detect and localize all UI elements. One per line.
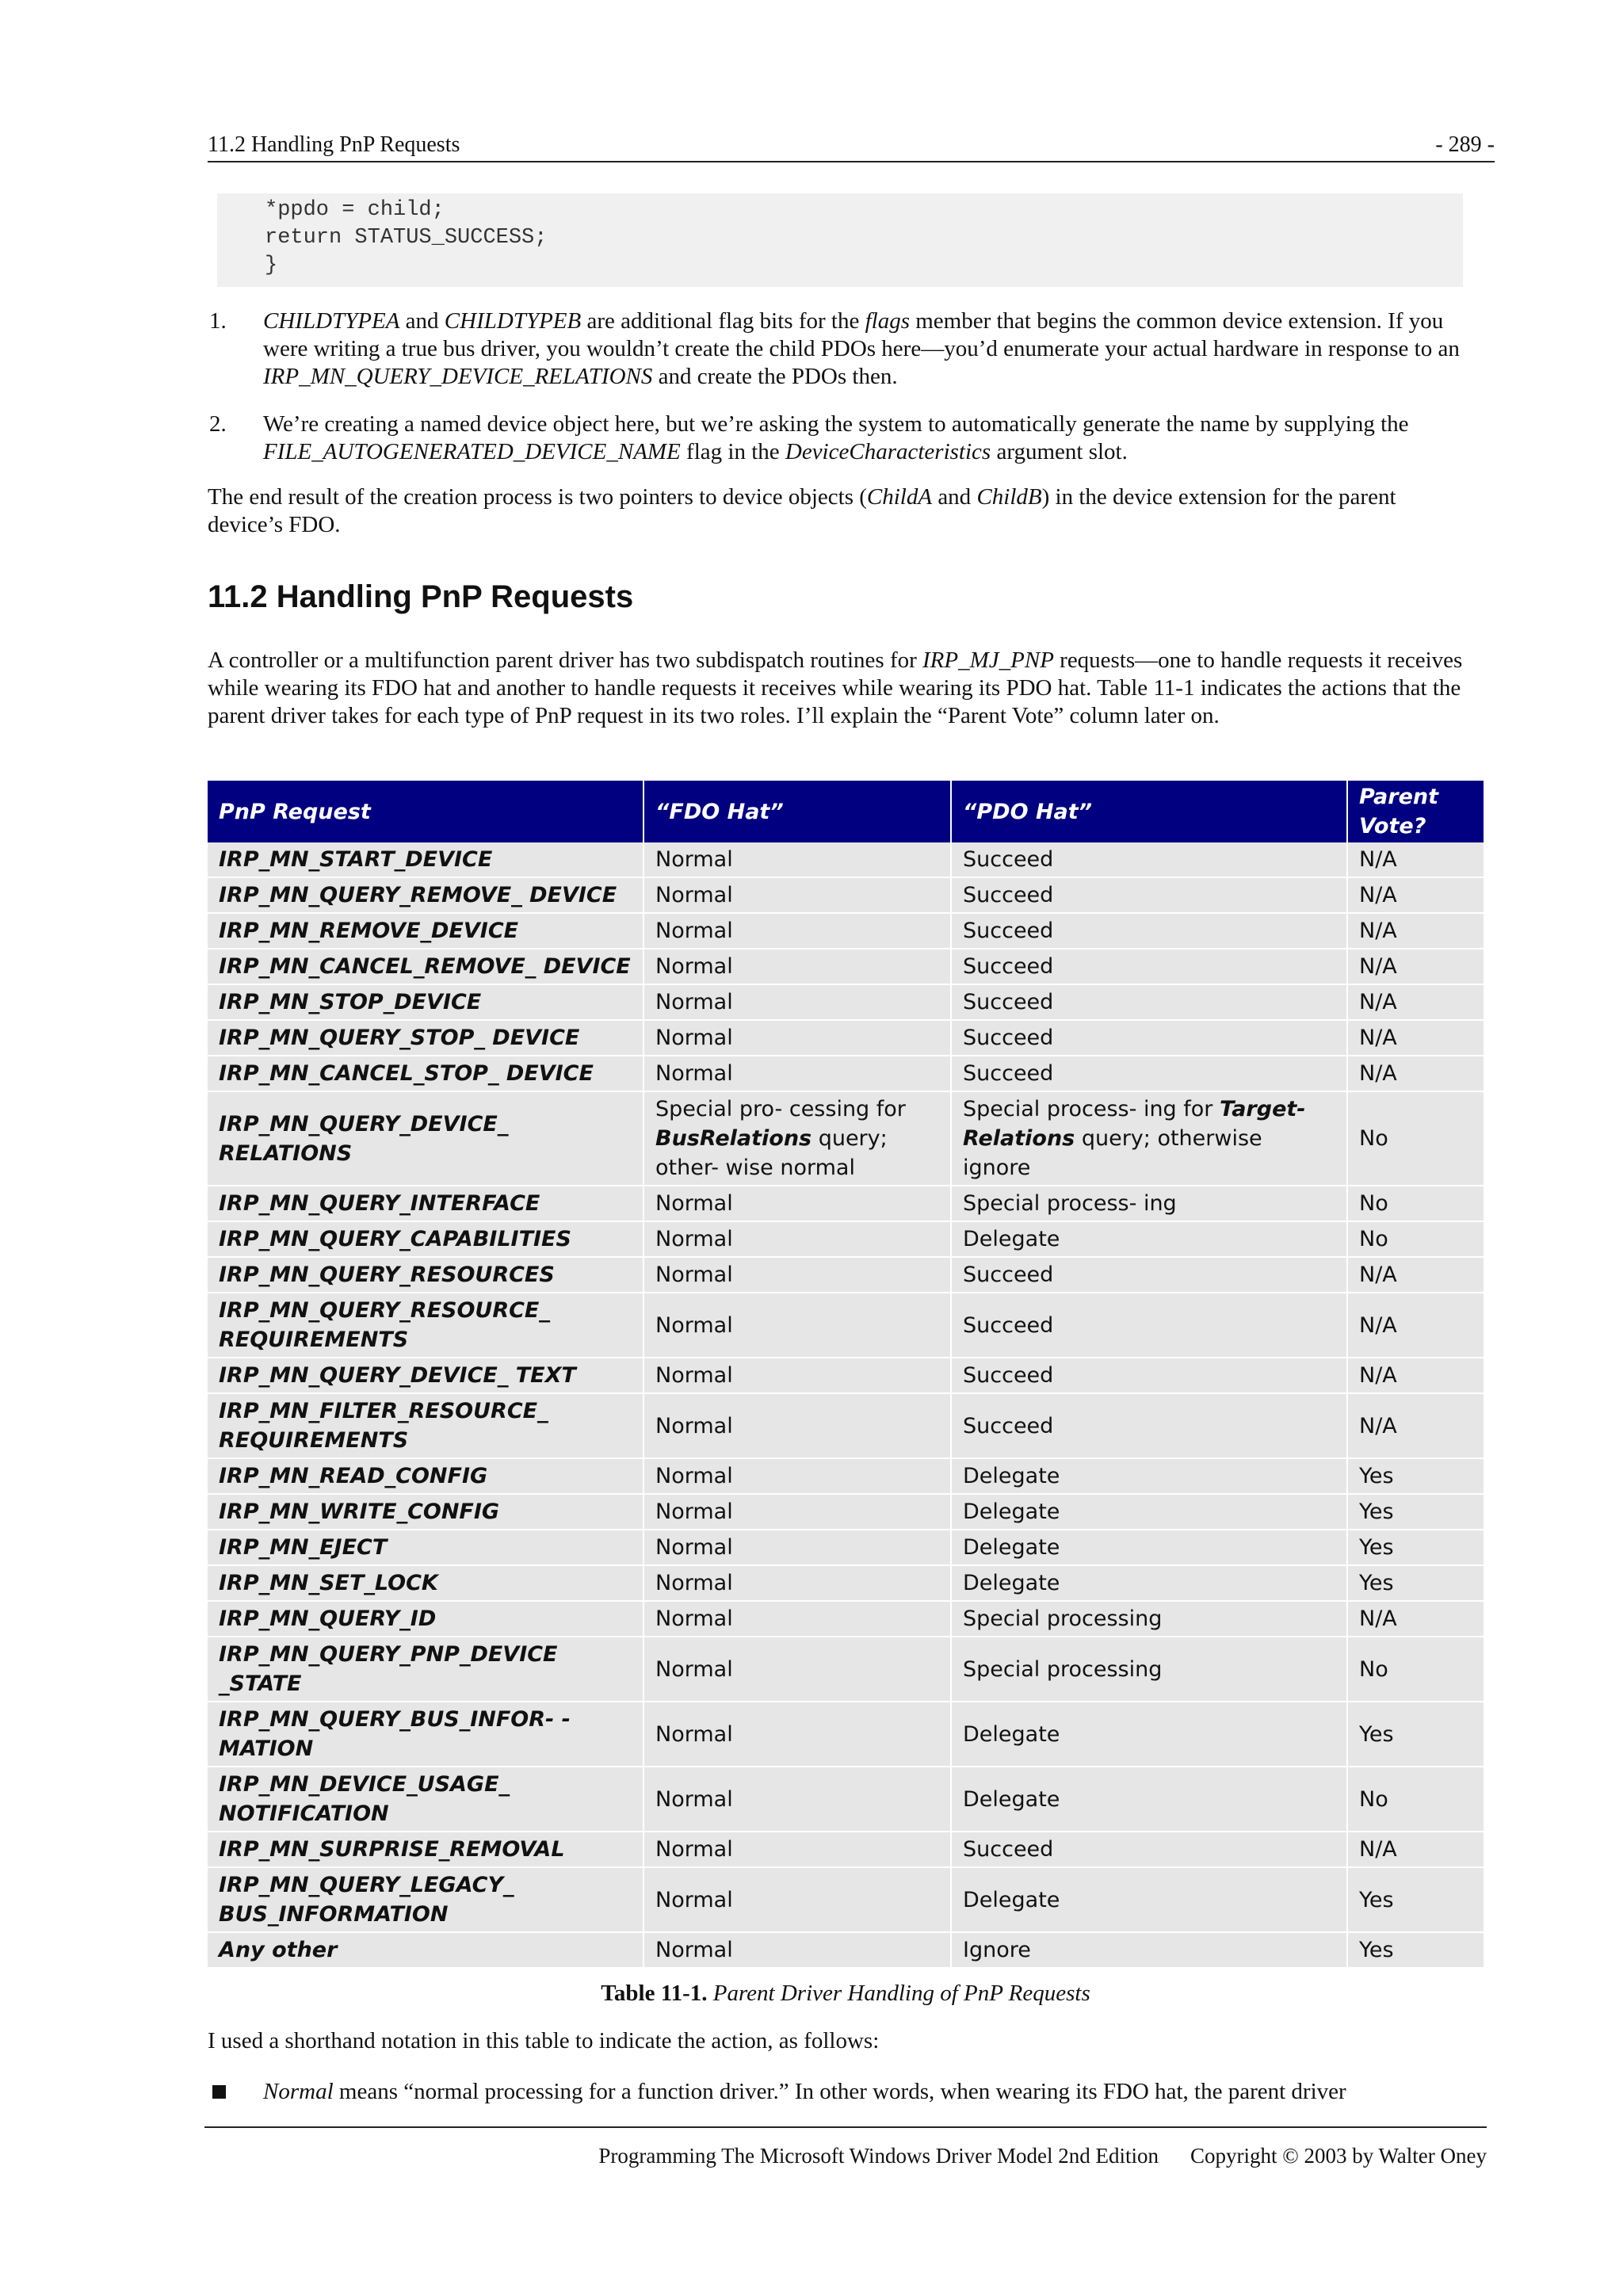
fdo-hat-cell: Normal bbox=[643, 1221, 951, 1257]
pdo-hat-cell: Delegate bbox=[951, 1530, 1347, 1565]
request-cell: IRP_MN_QUERY_STOP_ DEVICE bbox=[208, 1020, 643, 1056]
text-run: member that begins the common device extension. If you were writing a true bus driver, you wouldn’t create the child PDOs here—you’d enumerate your actual hardware in response to an bbox=[263, 308, 1460, 361]
pdo-hat-cell: Succeed bbox=[951, 913, 1347, 949]
pdo-hat-cell: Special process- ing for Target- Relations query; otherwise ignore bbox=[951, 1091, 1347, 1186]
table-caption bbox=[208, 1979, 1484, 2008]
table-row bbox=[208, 842, 1484, 877]
pdo-hat-cell: Special processing bbox=[951, 1601, 1347, 1637]
code-block bbox=[217, 193, 1463, 287]
italic-term: IRP_MN_QUERY_DEVICE_RELATIONS bbox=[263, 364, 653, 389]
fdo-hat-cell: Normal bbox=[643, 1293, 951, 1358]
request-cell: IRP_MN_CANCEL_STOP_ DEVICE bbox=[208, 1056, 643, 1091]
text-run: and bbox=[399, 308, 445, 334]
table-body bbox=[208, 842, 1484, 1968]
fdo-hat-cell: Special pro- cessing for BusRelations query; other- wise normal bbox=[643, 1091, 951, 1186]
parent-vote-cell: Yes bbox=[1347, 1565, 1484, 1601]
request-cell: IRP_MN_REMOVE_DEVICE bbox=[208, 913, 643, 949]
note-text bbox=[263, 411, 1484, 466]
running-header bbox=[208, 131, 1495, 162]
table-row bbox=[208, 1091, 1484, 1186]
parent-vote-cell: No bbox=[1347, 1186, 1484, 1221]
emphasized-term: BusRelations bbox=[655, 1126, 812, 1151]
table-header-cell: “PDO Hat” bbox=[951, 781, 1347, 842]
pdo-hat-cell: Delegate bbox=[951, 1867, 1347, 1932]
italic-term: FILE_AUTOGENERATED_DEVICE_NAME bbox=[263, 439, 681, 464]
fdo-hat-cell: Normal bbox=[643, 1637, 951, 1702]
paragraph-shorthand: I used a shorthand notation in this table to indicate the action, as follows: bbox=[208, 2028, 880, 2053]
request-cell: IRP_MN_QUERY_CAPABILITIES bbox=[208, 1221, 643, 1257]
text-run: and bbox=[932, 484, 977, 510]
request-cell: IRP_MN_DEVICE_USAGE_ NOTIFICATION bbox=[208, 1767, 643, 1832]
italic-term: ChildA bbox=[866, 484, 933, 510]
parent-vote-cell: Yes bbox=[1347, 1530, 1484, 1565]
table-header-cell: PnP Request bbox=[208, 781, 643, 842]
request-cell: IRP_MN_SURPRISE_REMOVAL bbox=[208, 1832, 643, 1867]
parent-vote-cell: N/A bbox=[1347, 949, 1484, 984]
fdo-hat-cell: Normal bbox=[643, 1186, 951, 1221]
pdo-hat-cell: Succeed bbox=[951, 984, 1347, 1020]
request-cell: IRP_MN_QUERY_REMOVE_ DEVICE bbox=[208, 877, 643, 913]
note-number: 2. bbox=[209, 411, 227, 437]
request-cell: IRP_MN_QUERY_BUS_INFOR- - MATION bbox=[208, 1702, 643, 1767]
paragraph-intro bbox=[208, 647, 1476, 730]
parent-vote-cell: Yes bbox=[1347, 1932, 1484, 1968]
request-cell: IRP_MN_QUERY_PNP_DEVICE _STATE bbox=[208, 1637, 643, 1702]
fdo-hat-cell: Normal bbox=[643, 1458, 951, 1494]
text-run: A controller or a multifunction parent driver has two subdispatch routines for bbox=[208, 648, 923, 673]
text-run: are additional flag bits for the bbox=[581, 308, 865, 334]
pdo-hat-cell: Delegate bbox=[951, 1494, 1347, 1530]
pdo-hat-cell: Delegate bbox=[951, 1221, 1347, 1257]
table-row bbox=[208, 1565, 1484, 1601]
italic-term: CHILDTYPEA bbox=[263, 308, 400, 334]
table-header-cell: “FDO Hat” bbox=[643, 781, 951, 842]
code-line: return STATUS_SUCCESS; bbox=[265, 226, 548, 250]
pdo-hat-cell: Special process- ing bbox=[951, 1186, 1347, 1221]
request-cell: IRP_MN_QUERY_RESOURCE_ REQUIREMENTS bbox=[208, 1293, 643, 1358]
request-cell: IRP_MN_QUERY_LEGACY_ BUS_INFORMATION bbox=[208, 1867, 643, 1932]
parent-vote-cell: Yes bbox=[1347, 1702, 1484, 1767]
pdo-hat-cell: Delegate bbox=[951, 1458, 1347, 1494]
parent-vote-cell: N/A bbox=[1347, 1257, 1484, 1293]
italic-term: CHILDTYPEB bbox=[444, 308, 582, 334]
parent-vote-cell: No bbox=[1347, 1767, 1484, 1832]
italic-term: DeviceCharacteristics bbox=[785, 439, 991, 464]
note-number: 1. bbox=[209, 308, 227, 334]
fdo-hat-cell: Normal bbox=[643, 949, 951, 984]
code-line: *ppdo = child; bbox=[265, 198, 445, 222]
fdo-hat-cell: Normal bbox=[643, 1702, 951, 1767]
request-cell: IRP_MN_QUERY_RESOURCES bbox=[208, 1257, 643, 1293]
parent-vote-cell: Yes bbox=[1347, 1867, 1484, 1932]
request-cell: IRP_MN_WRITE_CONFIG bbox=[208, 1494, 643, 1530]
table-row bbox=[208, 1530, 1484, 1565]
footer-copyright: Copyright © 2003 by Walter Oney bbox=[1190, 2144, 1487, 2168]
parent-vote-cell: N/A bbox=[1347, 1358, 1484, 1393]
table-row bbox=[208, 1767, 1484, 1832]
fdo-hat-cell: Normal bbox=[643, 1767, 951, 1832]
fdo-hat-cell: Normal bbox=[643, 842, 951, 877]
fdo-hat-cell: Normal bbox=[643, 877, 951, 913]
text-run: We’re creating a named device object here, but we’re asking the system to automatically generate the name by supplying the bbox=[263, 411, 1409, 437]
header-page-number: - 289 - bbox=[1435, 132, 1495, 157]
request-cell: IRP_MN_QUERY_DEVICE_ RELATIONS bbox=[208, 1091, 643, 1186]
pdo-hat-cell: Delegate bbox=[951, 1767, 1347, 1832]
parent-vote-cell: No bbox=[1347, 1637, 1484, 1702]
fdo-hat-cell: Normal bbox=[643, 1257, 951, 1293]
table-row bbox=[208, 1867, 1484, 1932]
text-run: ) in the device extension for the parent device’s FDO. bbox=[208, 484, 1396, 537]
text-run: argument slot. bbox=[991, 439, 1128, 464]
table-header-cell: Parent Vote? bbox=[1347, 781, 1484, 842]
note-text bbox=[263, 308, 1484, 391]
parent-vote-cell: N/A bbox=[1347, 1293, 1484, 1358]
fdo-hat-cell: Normal bbox=[643, 1530, 951, 1565]
parent-vote-cell: N/A bbox=[1347, 1393, 1484, 1458]
pdo-hat-cell: Succeed bbox=[951, 1020, 1347, 1056]
fdo-hat-cell: Normal bbox=[643, 984, 951, 1020]
table-row bbox=[208, 949, 1484, 984]
emphasized-term: Target- Relations bbox=[963, 1097, 1306, 1151]
pdo-hat-cell: Ignore bbox=[951, 1932, 1347, 1968]
table-row bbox=[208, 913, 1484, 949]
fdo-hat-cell: Normal bbox=[643, 1565, 951, 1601]
pdo-hat-cell: Succeed bbox=[951, 877, 1347, 913]
italic-term: IRP_MJ_PNP bbox=[922, 648, 1054, 673]
parent-vote-cell: No bbox=[1347, 1221, 1484, 1257]
pdo-hat-cell: Succeed bbox=[951, 1257, 1347, 1293]
table-row bbox=[208, 1020, 1484, 1056]
pnp-table bbox=[208, 781, 1484, 1969]
request-cell: IRP_MN_QUERY_DEVICE_ TEXT bbox=[208, 1358, 643, 1393]
parent-vote-cell: N/A bbox=[1347, 913, 1484, 949]
request-cell: IRP_MN_READ_CONFIG bbox=[208, 1458, 643, 1494]
paragraph-result bbox=[208, 483, 1476, 539]
request-cell: IRP_MN_EJECT bbox=[208, 1530, 643, 1565]
parent-vote-cell: N/A bbox=[1347, 1020, 1484, 1056]
request-cell: IRP_MN_START_DEVICE bbox=[208, 842, 643, 877]
fdo-hat-cell: Normal bbox=[643, 1832, 951, 1867]
table-row bbox=[208, 1458, 1484, 1494]
request-cell: IRP_MN_STOP_DEVICE bbox=[208, 984, 643, 1020]
caption-text: Parent Driver Handling of PnP Requests bbox=[707, 1981, 1090, 2006]
pdo-hat-cell: Delegate bbox=[951, 1565, 1347, 1601]
fdo-hat-cell: Normal bbox=[643, 1393, 951, 1458]
pdo-hat-cell: Succeed bbox=[951, 949, 1347, 984]
pdo-hat-cell: Succeed bbox=[951, 842, 1347, 877]
header-section-title: 11.2 Handling PnP Requests bbox=[208, 132, 460, 157]
parent-vote-cell: N/A bbox=[1347, 1056, 1484, 1091]
table-row bbox=[208, 1494, 1484, 1530]
request-cell: IRP_MN_CANCEL_REMOVE_ DEVICE bbox=[208, 949, 643, 984]
caption-label: Table 11-1. bbox=[601, 1981, 708, 2006]
fdo-hat-cell: Normal bbox=[643, 913, 951, 949]
table-header-row bbox=[208, 781, 1484, 842]
italic-term: ChildB bbox=[976, 484, 1042, 510]
table-row bbox=[208, 1601, 1484, 1637]
parent-vote-cell: Yes bbox=[1347, 1494, 1484, 1530]
table-row bbox=[208, 877, 1484, 913]
table-row bbox=[208, 1702, 1484, 1767]
parent-vote-cell: N/A bbox=[1347, 877, 1484, 913]
request-cell: IRP_MN_QUERY_ID bbox=[208, 1601, 643, 1637]
footer-book-title: Programming The Microsoft Windows Driver Model 2nd Edition bbox=[598, 2144, 1159, 2168]
parent-vote-cell: N/A bbox=[1347, 1601, 1484, 1637]
pdo-hat-cell: Delegate bbox=[951, 1702, 1347, 1767]
parent-vote-cell: N/A bbox=[1347, 984, 1484, 1020]
table-row bbox=[208, 1293, 1484, 1358]
request-cell: IRP_MN_SET_LOCK bbox=[208, 1565, 643, 1601]
fdo-hat-cell: Normal bbox=[643, 1601, 951, 1637]
section-heading: 11.2 Handling PnP Requests bbox=[208, 579, 634, 614]
text-run: and create the PDOs then. bbox=[652, 364, 898, 389]
bullet-description: means “normal processing for a function driver.” In other words, when wearing its FDO hat, the parent driver bbox=[333, 2079, 1346, 2104]
table-row bbox=[208, 1221, 1484, 1257]
table-row bbox=[208, 1056, 1484, 1091]
fdo-hat-cell: Normal bbox=[643, 1867, 951, 1932]
pdo-hat-cell: Succeed bbox=[951, 1056, 1347, 1091]
pdo-hat-cell: Succeed bbox=[951, 1832, 1347, 1867]
table-row bbox=[208, 1186, 1484, 1221]
table-row bbox=[208, 1932, 1484, 1968]
pdo-hat-cell: Succeed bbox=[951, 1293, 1347, 1358]
table-row bbox=[208, 1257, 1484, 1293]
pdo-hat-cell: Succeed bbox=[951, 1393, 1347, 1458]
fdo-hat-cell: Normal bbox=[643, 1358, 951, 1393]
parent-vote-cell: N/A bbox=[1347, 1832, 1484, 1867]
italic-term: flags bbox=[865, 308, 910, 334]
fdo-hat-cell: Normal bbox=[643, 1056, 951, 1091]
bullet-text bbox=[263, 2078, 1484, 2106]
text-run: flag in the bbox=[680, 439, 785, 464]
table-row bbox=[208, 1832, 1484, 1867]
square-bullet-icon bbox=[212, 2085, 226, 2099]
table-row bbox=[208, 1393, 1484, 1458]
request-cell: Any other bbox=[208, 1932, 643, 1968]
text-run: The end result of the creation process is two pointers to device objects ( bbox=[208, 484, 867, 510]
fdo-hat-cell: Normal bbox=[643, 1932, 951, 1968]
fdo-hat-cell: Normal bbox=[643, 1020, 951, 1056]
fdo-hat-cell: Normal bbox=[643, 1494, 951, 1530]
table-row bbox=[208, 984, 1484, 1020]
pdo-hat-cell: Succeed bbox=[951, 1358, 1347, 1393]
request-cell: IRP_MN_QUERY_INTERFACE bbox=[208, 1186, 643, 1221]
table-row bbox=[208, 1358, 1484, 1393]
request-cell: IRP_MN_FILTER_RESOURCE_ REQUIREMENTS bbox=[208, 1393, 643, 1458]
text-run: requests—one to handle requests it receives while wearing its FDO hat and another to handle requests it receives while wearing its PDO hat. Table 11-1 indicates the actions that the parent driver takes for each type of PnP request in its two roles. I’ll explain the “Parent Vote” column later on. bbox=[208, 648, 1463, 728]
parent-vote-cell: N/A bbox=[1347, 842, 1484, 877]
table-row bbox=[208, 1637, 1484, 1702]
bullet-term: Normal bbox=[263, 2079, 334, 2104]
parent-vote-cell: No bbox=[1347, 1091, 1484, 1186]
running-footer bbox=[204, 2126, 1487, 2169]
pdo-hat-cell: Special processing bbox=[951, 1637, 1347, 1702]
code-line: } bbox=[265, 254, 278, 277]
parent-vote-cell: Yes bbox=[1347, 1458, 1484, 1494]
